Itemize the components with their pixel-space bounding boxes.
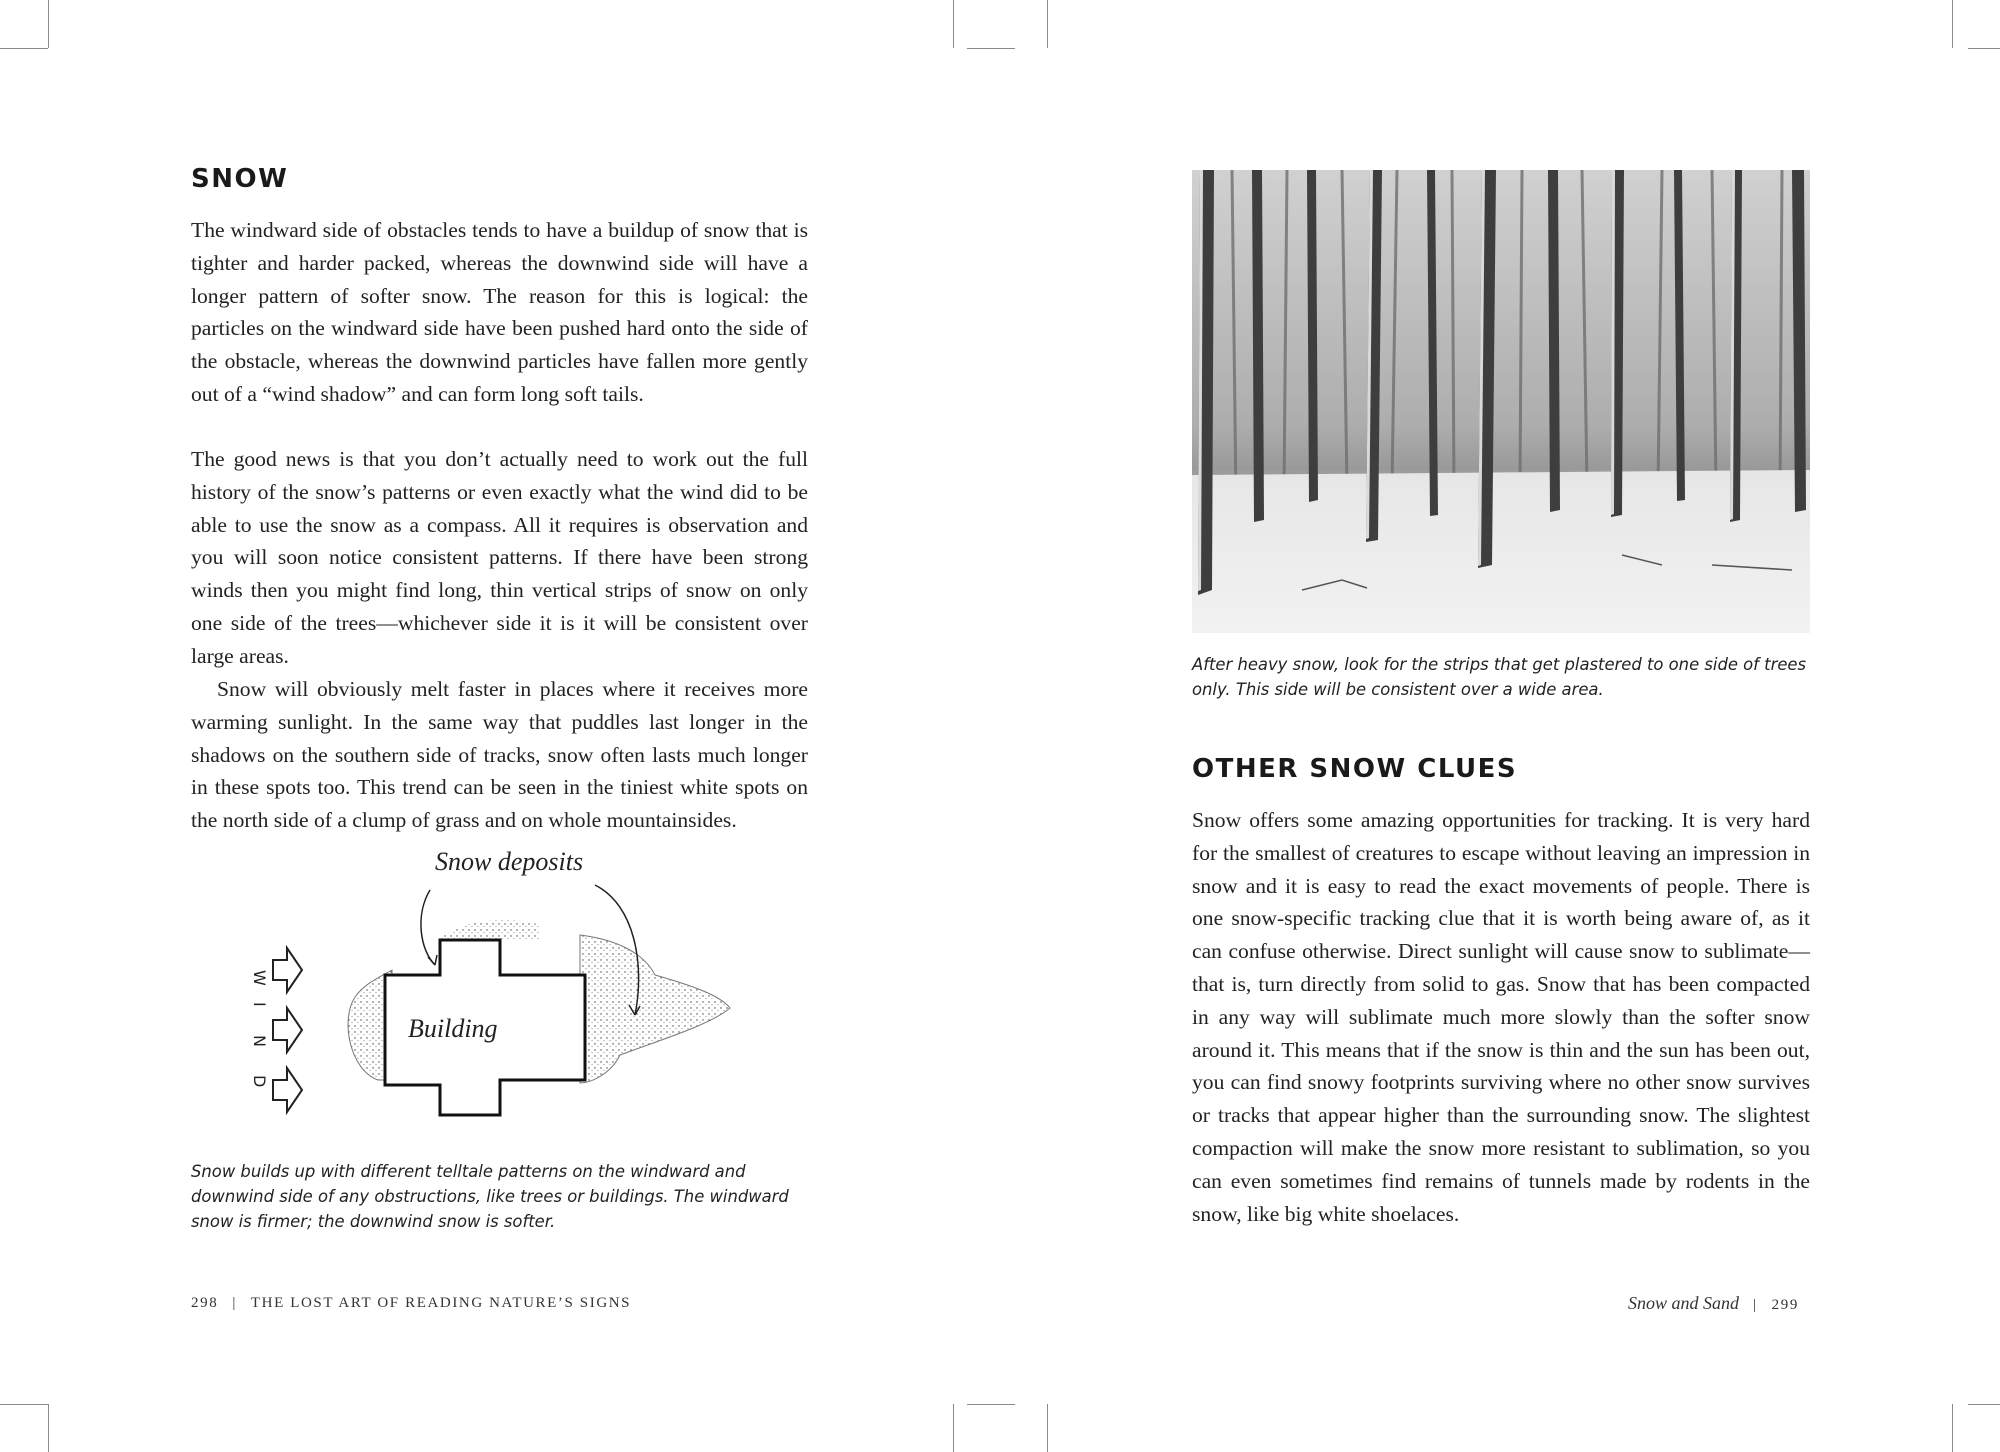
wind-letter: I (250, 1002, 269, 1007)
wind-arrow-icon (273, 948, 302, 992)
running-title: Snow and Sand (1628, 1293, 1740, 1313)
downwind-snow-tail (580, 935, 730, 1083)
building-label: Building (408, 1014, 498, 1043)
snowy-forest-photo (1192, 170, 1810, 633)
right-folio (1628, 1293, 1799, 1314)
folio-separator: | (232, 1295, 237, 1311)
wind-label (250, 970, 269, 1087)
paragraph: Snow offers some amazing opportunities for tracking. It is very hard for the smallest of creatures to escape without leaving an impression in snow and it is easy to read the exact movements of people. There is one snow-specific tracking clue that it is worth being aware of, as it can confuse otherwise. Direct sunlight will cause snow to sublimate—that is, turn directly from solid to gas. Snow that has been compacted in any way will sublimate much more slowly than the softer snow around it. This means that if the snow is thin and the sun has been out, you can find snowy footprints surviving where no other snow survives or tracks that appear higher than the surrounding snow. The slightest compaction will make the snow more resistant to sublimation, so you can even sometimes find remains of tunnels made by rodents in the snow, like big white shoelaces. (1192, 808, 1810, 1226)
paragraph: The windward side of obstacles tends to have a buildup of snow that is tighter and harder packed, whereas the downwind side will have a longer pattern of softer snow. The reason for this is logical: the particles on the windward side have been pushed hard onto the side of the obstacle, whereas the downwind particles have fallen more gently out of a “wind shadow” and can form long soft tails. (191, 218, 808, 406)
section-heading: SNOW (191, 164, 289, 194)
running-title: THE LOST ART OF READING NATURE’S SIGNS (250, 1295, 632, 1311)
section-heading: OTHER SNOW CLUES (1192, 754, 1518, 784)
snow-deposits-label: Snow deposits (435, 847, 584, 876)
diagram-caption: Snow builds up with different telltale patterns on the windward and downwind side of any obstructions, like trees or buildings. The windward snow is firmer; the downwind snow is softer. (191, 1162, 789, 1231)
wind-letter: W (250, 970, 269, 986)
left-folio (191, 1295, 631, 1312)
page-number: 298 (191, 1295, 219, 1311)
pointer-arrow (421, 890, 435, 965)
wind-letter: D (250, 1075, 269, 1088)
wind-arrows (273, 948, 302, 1112)
folio-separator: | (1753, 1297, 1758, 1313)
wind-letter: N (250, 1035, 269, 1047)
snow-deposit-diagram (240, 845, 770, 1135)
wind-arrow-icon (273, 1008, 302, 1052)
wind-arrow-icon (273, 1068, 302, 1112)
paragraph: The good news is that you don’t actually need to work out the full history of the snow’s patterns or even exactly what the wind did to be able to use the snow as a compass. All it requires is observation and you will soon notice consistent patterns. If there have been strong winds then you might find long, thin vertical strips of snow on only one side of the trees—whichever side it is it will be consistent over large areas. (191, 447, 808, 668)
photo-caption: After heavy snow, look for the strips that get plastered to one side of trees only. This side will be consistent over a wide area. (1192, 655, 1807, 699)
paragraph: Snow will obviously melt faster in places where it receives more warming sunlight. In the same way that puddles last longer in the shadows on the southern side of tracks, snow often lasts much longer in these spots too. This trend can be seen in the tiniest white spots on the north side of a clump of grass and on whole mountainsides. (191, 677, 808, 833)
page-number: 299 (1771, 1297, 1799, 1313)
